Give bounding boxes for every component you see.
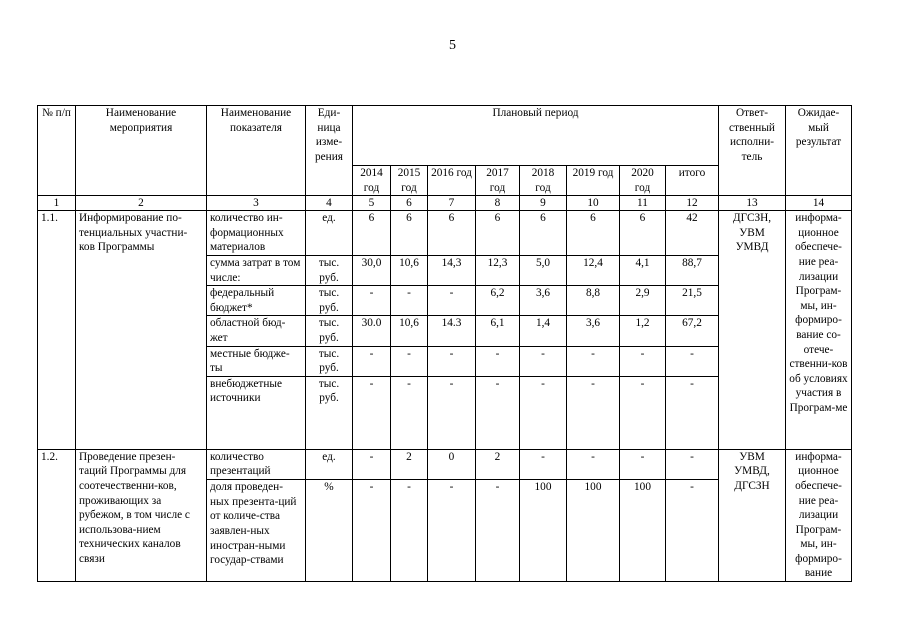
value-2014: 6 <box>353 211 391 256</box>
value-total: - <box>666 480 719 582</box>
value-2014: - <box>353 286 391 316</box>
value-2018: 100 <box>520 480 567 582</box>
plan-table <box>37 105 852 582</box>
unit: ед. <box>306 211 353 256</box>
value-total: 21,5 <box>666 286 719 316</box>
expected-result: информа-ционное обеспече-ние реа-лизации Програм-мы, ин-формиро-вание <box>786 449 852 581</box>
value-2020: - <box>620 449 666 479</box>
year-2020: 2020 год <box>620 166 666 196</box>
value-2020: 1,2 <box>620 316 666 346</box>
value-2017: 6,2 <box>476 286 520 316</box>
unit: тыс. руб. <box>306 255 353 285</box>
column-number: 13 <box>719 196 786 211</box>
value-2014: - <box>353 480 391 582</box>
activity-number: 1.1. <box>38 211 76 450</box>
value-2018: - <box>520 376 567 449</box>
value-2020: 2,9 <box>620 286 666 316</box>
header-num: № п/п <box>38 106 76 196</box>
value-2014: - <box>353 449 391 479</box>
value-2014: - <box>353 376 391 449</box>
value-2020: 6 <box>620 211 666 256</box>
header-activity: Наименование мероприятия <box>76 106 207 196</box>
responsible: ДГСЗН, УВМ УМВД <box>719 211 786 450</box>
indicator-name: количество ин-формационных материалов <box>207 211 306 256</box>
value-2019: 6 <box>567 211 620 256</box>
value-2014: - <box>353 346 391 376</box>
header-row <box>38 106 852 166</box>
value-2020: 4,1 <box>620 255 666 285</box>
unit: тыс. руб. <box>306 286 353 316</box>
column-number: 9 <box>520 196 567 211</box>
unit: тыс. руб. <box>306 346 353 376</box>
column-numbers-row <box>38 196 852 211</box>
year-2017: 2017 год <box>476 166 520 196</box>
value-2016: - <box>428 286 476 316</box>
value-2016: - <box>428 346 476 376</box>
page-number: 5 <box>449 38 456 53</box>
unit: тыс. руб. <box>306 376 353 449</box>
value-2019: 3,6 <box>567 316 620 346</box>
value-2015: - <box>391 286 428 316</box>
value-total: 42 <box>666 211 719 256</box>
responsible: УВМ УМВД, ДГСЗН <box>719 449 786 581</box>
activity-name: Проведение презен-таций Программы для соотечественни-ков, проживающих за рубежом, в том числе с использова-нием технических каналов связи <box>76 449 207 581</box>
value-total: - <box>666 376 719 449</box>
column-number: 3 <box>207 196 306 211</box>
column-number: 1 <box>38 196 76 211</box>
value-2016: 14,3 <box>428 255 476 285</box>
header-indicator: Наименование показателя <box>207 106 306 196</box>
column-number: 6 <box>391 196 428 211</box>
year-2015: 2015 год <box>391 166 428 196</box>
indicator-name: местные бюдже-ты <box>207 346 306 376</box>
year-2018: 2018 год <box>520 166 567 196</box>
value-2015: - <box>391 376 428 449</box>
header-result: Ожидае-мый результат <box>786 106 852 196</box>
year-2019: 2019 год <box>567 166 620 196</box>
year-total: итого <box>666 166 719 196</box>
value-2018: - <box>520 346 567 376</box>
column-number: 5 <box>353 196 391 211</box>
indicator-name: внебюджетные источники <box>207 376 306 449</box>
unit: % <box>306 480 353 582</box>
value-2017: 6 <box>476 211 520 256</box>
value-2015: 6 <box>391 211 428 256</box>
value-2017: 2 <box>476 449 520 479</box>
expected-result: информа-ционное обеспече-ние реа-лизации Програм-мы, ин-формиро-вание со-отече-ственни-ков об условиях участия в Програм-ме <box>786 211 852 450</box>
table-row <box>38 211 852 256</box>
value-2014: 30.0 <box>353 316 391 346</box>
indicator-name: федеральный бюджет* <box>207 286 306 316</box>
value-2018: 1,4 <box>520 316 567 346</box>
value-2020: - <box>620 376 666 449</box>
value-total: - <box>666 346 719 376</box>
value-2015: 2 <box>391 449 428 479</box>
value-2014: 30,0 <box>353 255 391 285</box>
column-number: 10 <box>567 196 620 211</box>
value-2016: - <box>428 376 476 449</box>
column-number: 14 <box>786 196 852 211</box>
value-2019: - <box>567 449 620 479</box>
value-2015: - <box>391 346 428 376</box>
value-2015: - <box>391 480 428 582</box>
value-2019: 100 <box>567 480 620 582</box>
value-2020: 100 <box>620 480 666 582</box>
value-2016: 14.3 <box>428 316 476 346</box>
indicator-name: областной бюд-жет <box>207 316 306 346</box>
value-2016: - <box>428 480 476 582</box>
value-total: 88,7 <box>666 255 719 285</box>
value-2019: 12,4 <box>567 255 620 285</box>
indicator-name: количество презентаций <box>207 449 306 479</box>
value-2016: 0 <box>428 449 476 479</box>
value-2017: - <box>476 480 520 582</box>
table-row <box>38 449 852 479</box>
year-2016: 2016 год <box>428 166 476 196</box>
value-2020: - <box>620 346 666 376</box>
value-2017: 6,1 <box>476 316 520 346</box>
column-number: 8 <box>476 196 520 211</box>
column-number: 11 <box>620 196 666 211</box>
value-2019: - <box>567 376 620 449</box>
value-2015: 10,6 <box>391 255 428 285</box>
header-responsible: Ответ-ственный исполни-тель <box>719 106 786 196</box>
header-unit: Еди-ница изме-рения <box>306 106 353 196</box>
value-2017: - <box>476 376 520 449</box>
column-number: 4 <box>306 196 353 211</box>
value-2018: 6 <box>520 211 567 256</box>
value-2018: 3,6 <box>520 286 567 316</box>
indicator-name: доля проведен-ных презента-ций от количе-ства заявлен-ных иностран-ными государ-ствами <box>207 480 306 582</box>
activity-number: 1.2. <box>38 449 76 581</box>
value-total: - <box>666 449 719 479</box>
value-2017: 12,3 <box>476 255 520 285</box>
column-number: 2 <box>76 196 207 211</box>
indicator-name: сумма затрат в том числе: <box>207 255 306 285</box>
value-2018: 5,0 <box>520 255 567 285</box>
header-period: Плановый период <box>353 106 719 166</box>
year-2014: 2014 год <box>353 166 391 196</box>
value-2019: 8,8 <box>567 286 620 316</box>
value-total: 67,2 <box>666 316 719 346</box>
value-2017: - <box>476 346 520 376</box>
value-2018: - <box>520 449 567 479</box>
column-number: 12 <box>666 196 719 211</box>
activity-name: Информирование по-тенциальных участни-ков Программы <box>76 211 207 450</box>
unit: ед. <box>306 449 353 479</box>
column-number: 7 <box>428 196 476 211</box>
unit: тыс. руб. <box>306 316 353 346</box>
value-2019: - <box>567 346 620 376</box>
value-2016: 6 <box>428 211 476 256</box>
value-2015: 10,6 <box>391 316 428 346</box>
